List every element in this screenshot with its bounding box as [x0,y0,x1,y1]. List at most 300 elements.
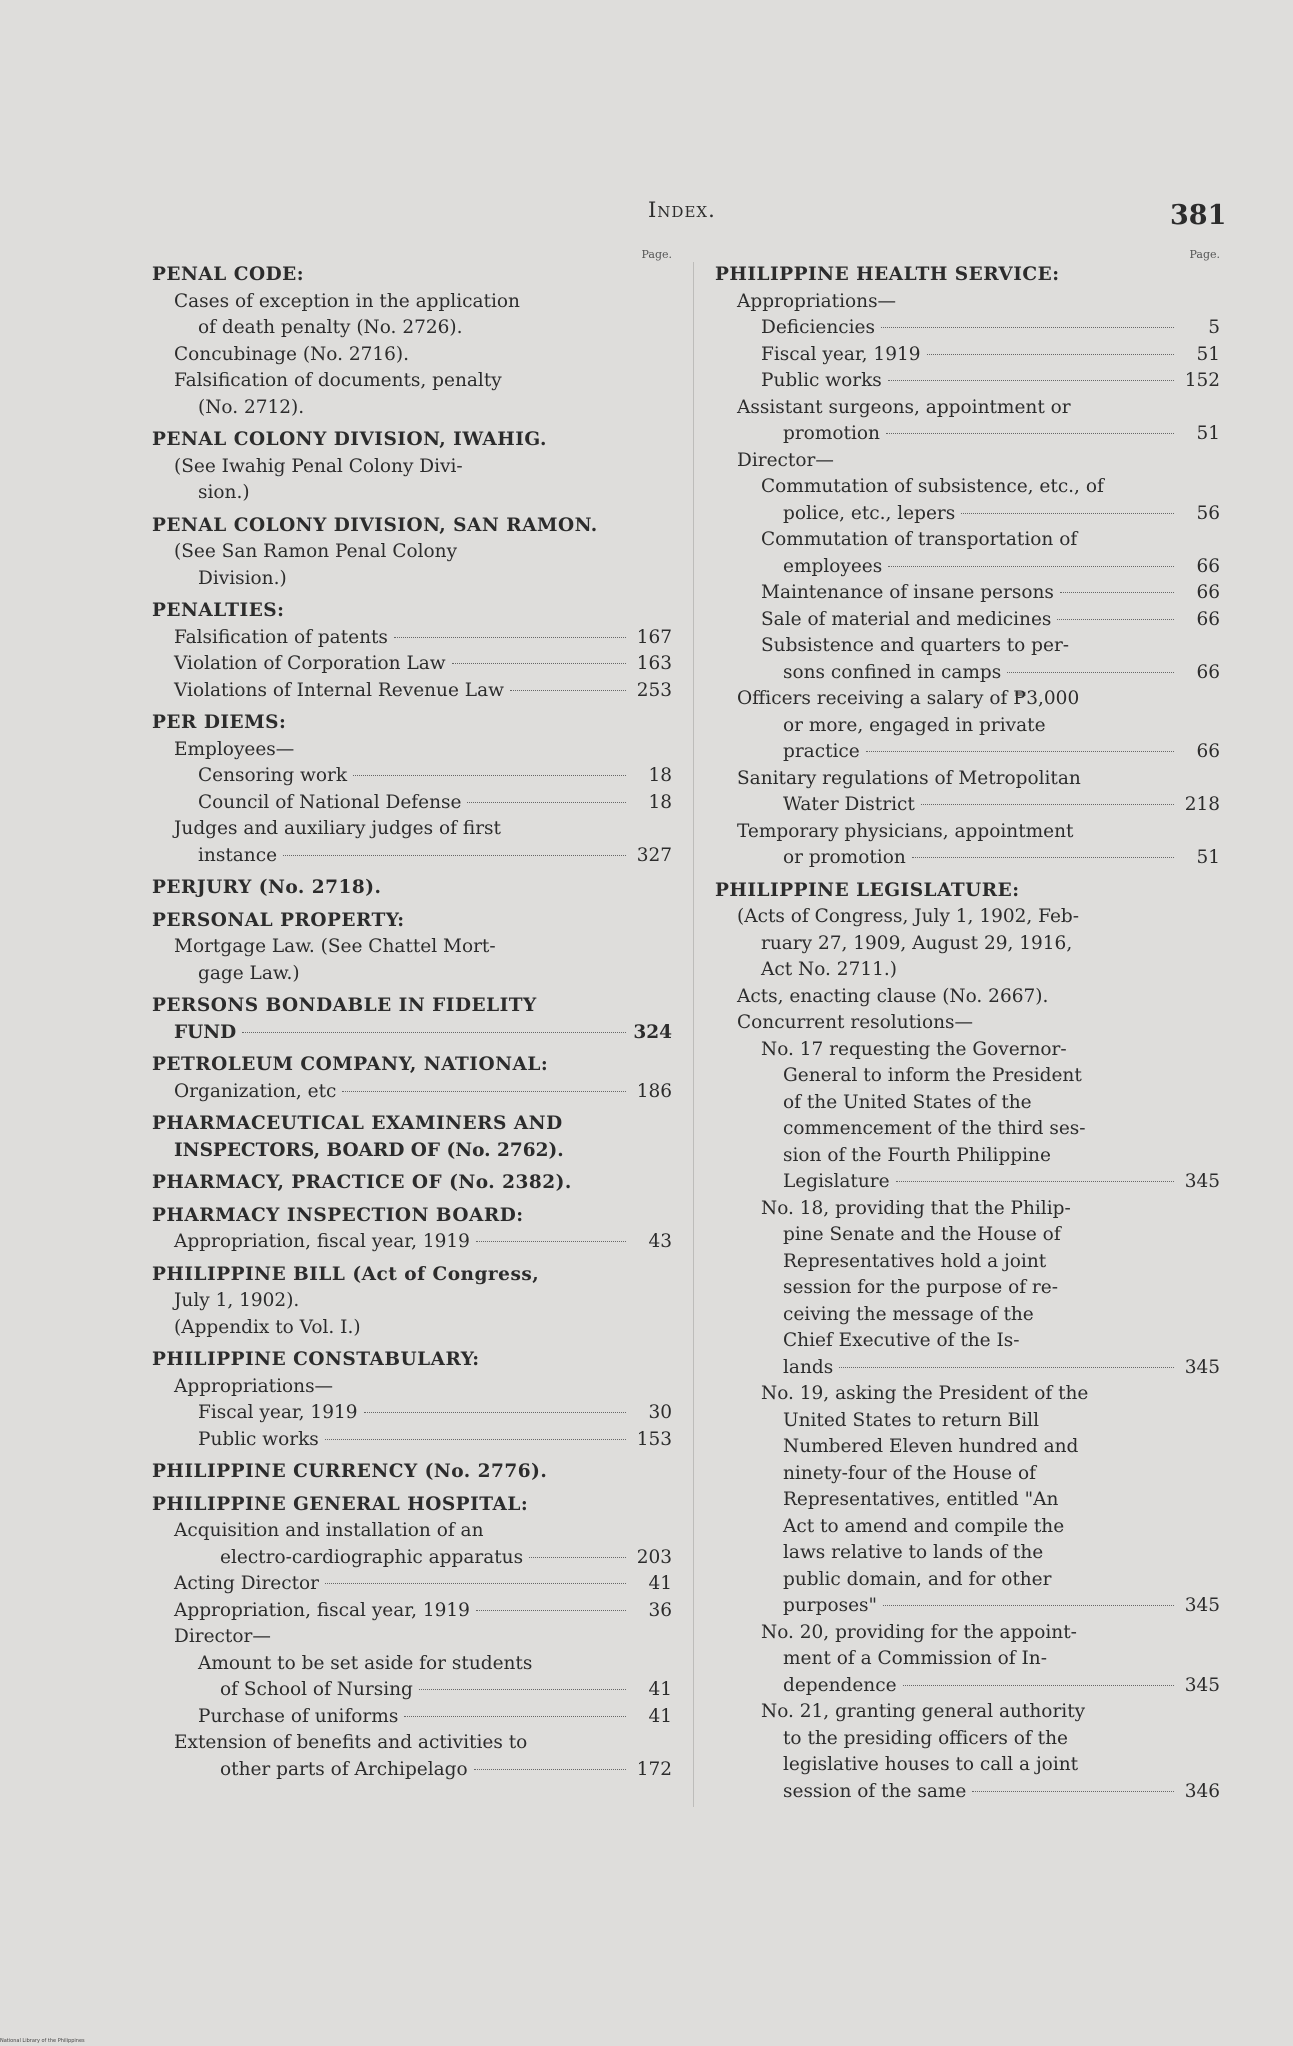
entry-text: PENAL CODE: [152,264,305,285]
entry-page-ref: 43 [648,1231,672,1252]
entry-text: Extension of benefits and activities to [174,1732,528,1753]
entry-text: ninety-four of the House of [783,1462,1036,1484]
entry-page-ref: 163 [636,653,672,674]
index-entry [715,904,1220,931]
entry-text: INSPECTORS, BOARD OF (No. 2762). [174,1139,564,1161]
index-entry [152,1518,672,1545]
index-heading [152,1262,672,1289]
dot-leader [888,566,1174,567]
index-entry [715,984,1220,1011]
index-entry [152,763,672,790]
entry-text: of School of Nursing [220,1679,413,1700]
entry-text: No. 20, providing for the appoint- [761,1621,1077,1643]
index-entry [715,686,1220,713]
entry-text: pine Senate and the House of [783,1224,1061,1245]
index-entry [715,1752,1220,1779]
dot-leader [881,327,1174,328]
dot-leader [972,1791,1174,1792]
index-heading [152,710,672,737]
index-column-right [715,248,1220,1805]
entry-text: Public works [198,1428,319,1450]
index-heading [152,993,672,1020]
index-entry [715,713,1220,740]
entry-page-ref: 218 [1184,794,1220,815]
index-entry [715,315,1220,342]
entry-text: Assistant surgeons, appointment or [737,396,1071,418]
entry-text: PENAL COLONY DIVISION, IWAHIG. [152,429,547,450]
index-entry [715,1593,1220,1620]
index-entry [715,1381,1220,1408]
index-heading [152,1492,672,1519]
entry-text: Director— [174,1626,271,1647]
scan-credit: National Library of the Philippines [0,2038,85,2044]
dot-leader [474,1769,626,1770]
index-entry [152,934,672,961]
entry-text: No. 21, granting general authority [761,1701,1086,1722]
dot-leader [404,1716,626,1717]
entry-text: PETROLEUM COMPANY, NATIONAL: [152,1054,549,1075]
entry-text: United States to return Bill [783,1409,1040,1431]
index-entry [715,1620,1220,1647]
index-heading [152,1052,672,1079]
index-entry [715,792,1220,819]
entry-text: Legislature [783,1171,890,1192]
dot-leader [927,354,1174,355]
entry-text: lands [783,1356,834,1378]
entry-text: of the United States of the [783,1091,1032,1113]
index-entry [715,289,1220,316]
entry-text: PHARMACY, PRACTICE OF (No. 2382). [152,1172,572,1193]
index-entry [715,421,1220,448]
entry-page-ref: 324 [633,1021,672,1043]
entry-page-ref: 30 [648,1402,672,1423]
entry-page-ref: 51 [1196,343,1220,365]
entry-text: Mortgage Law. (See Chattel Mort- [174,936,496,957]
entry-text: Falsification of documents, penalty [174,370,502,391]
entry-text: (Acts of Congress, July 1, 1902, Feb- [737,906,1080,927]
entry-text: Acts, enacting clause (No. 2667). [737,985,1049,1007]
entry-text: legislative houses to call a joint [783,1754,1079,1775]
index-entry [715,474,1220,501]
entry-page-ref: 203 [636,1546,672,1568]
entry-page-ref: 172 [636,1758,672,1780]
entry-text: No. 17 requesting the Governor- [761,1038,1067,1060]
entry-text: Employees— [174,738,295,760]
index-entry [152,454,672,481]
index-entry [715,1302,1220,1329]
entry-text: Acting Director [174,1573,320,1594]
entry-text: General to inform the President [783,1065,1082,1086]
entry-text: ceiving the message of the [783,1303,1034,1325]
entry-page-ref: 41 [648,1705,672,1727]
dot-leader [1057,619,1174,620]
dot-leader [353,775,626,776]
entry-text: Numbered Eleven hundred and [783,1436,1079,1457]
index-entry [715,1514,1220,1541]
index-column-left [152,248,672,1783]
entry-text: Sale of material and medicines [761,608,1052,630]
entry-text: instance [198,844,278,866]
index-entry [715,633,1220,660]
index-entry [715,1779,1220,1806]
entry-page-ref: 153 [636,1428,672,1450]
index-entry [152,566,672,593]
index-entry [715,739,1220,766]
entry-text: Amount to be set aside for students [198,1652,533,1674]
index-entry [715,1328,1220,1355]
index-entry [152,1374,672,1401]
entry-text: Deficiencies [761,317,875,338]
index-entry [152,1757,672,1784]
dot-leader [242,1032,626,1033]
index-entry [715,368,1220,395]
entry-page-ref: 36 [648,1599,672,1621]
index-entry [152,1138,672,1165]
entry-text: Appropriations— [174,1375,334,1397]
index-entry [152,1020,672,1047]
entry-page-ref: 345 [1184,1595,1220,1616]
index-heading [715,262,1220,289]
index-heading [152,1170,672,1197]
index-entry [152,1651,672,1678]
index-entry [152,1730,672,1757]
entry-text: ruary 27, 1909, August 29, 1916, [761,932,1073,954]
dot-leader [839,1367,1174,1368]
index-entry [152,737,672,764]
index-entry [152,1704,672,1731]
page-number: 381 [1170,200,1227,231]
dot-leader [452,663,626,664]
entry-text: or promotion [783,847,906,868]
index-heading [152,875,672,902]
index-entry [715,957,1220,984]
index-entry [715,1196,1220,1223]
entry-text: ment of a Commission of In- [783,1648,1047,1669]
dot-leader [419,1689,626,1690]
index-heading [715,878,1220,905]
index-entry [152,1315,672,1342]
entry-text: Officers receiving a salary of ₱3,000 [737,688,1080,709]
index-entry [715,501,1220,528]
entry-text: other parts of Archipelago [220,1758,468,1780]
index-heading [152,1347,672,1374]
index-entry [152,368,672,395]
entry-text: sons confined in camps [783,661,1002,683]
running-head: Index. [648,198,716,222]
entry-text: purposes" [783,1595,878,1616]
entry-page-ref: 186 [636,1080,672,1102]
entry-page-ref: 41 [648,1573,672,1594]
entry-text: No. 18, providing that the Philip- [761,1197,1071,1219]
entry-text: Appropriations— [737,290,897,312]
page-column-label: Page. [1189,248,1220,261]
index-entry [152,843,672,870]
index-entry [715,1090,1220,1117]
entry-page-ref: 345 [1184,1356,1220,1378]
entry-text: PHILIPPINE CURRENCY (No. 2776). [152,1461,548,1482]
entry-text: electro-cardiographic apparatus [220,1546,524,1568]
index-heading [152,513,672,540]
index-entry [152,1545,672,1572]
index-heading [152,908,672,935]
entry-text: Water District [783,794,915,815]
index-entry [152,1288,672,1315]
entry-text: commencement of the third ses- [783,1118,1086,1139]
entry-page-ref: 346 [1184,1780,1220,1802]
entry-page-ref: 5 [1208,317,1220,338]
entry-text: of death penalty (No. 2726). [198,317,463,338]
entry-page-ref: 51 [1196,847,1220,868]
entry-text: Concubinage (No. 2716). [174,343,410,365]
entry-text: Violation of Corporation Law [174,653,446,674]
entry-text: session for the purpose of re- [783,1277,1058,1298]
entry-text: FUND [174,1021,237,1043]
index-entry [152,1079,672,1106]
entry-text: sion of the Fourth Philippine [783,1144,1051,1166]
index-entry [715,1116,1220,1143]
entry-text: Concurrent resolutions— [737,1012,974,1033]
entry-text: Fiscal year, 1919 [761,343,921,365]
dot-leader [866,751,1174,752]
index-entry [715,1222,1220,1249]
entry-text: Purchase of uniforms [198,1705,399,1727]
entry-text: Public works [761,370,882,391]
index-entry [715,1699,1220,1726]
entry-page-ref: 66 [1196,741,1220,762]
entry-text: (See San Ramon Penal Colony [174,541,458,562]
index-entry [715,1249,1220,1276]
entry-text: Temporary physicians, appointment [737,820,1074,842]
entry-text: Appropriation, fiscal year, 1919 [174,1599,470,1621]
entry-text: (Appendix to Vol. I.) [174,1316,361,1338]
index-entry [715,845,1220,872]
entry-text: sion.) [198,482,250,503]
index-entry [715,580,1220,607]
index-entry [715,1408,1220,1435]
entry-text: July 1, 1902). [174,1290,300,1311]
index-entry [715,1567,1220,1594]
index-entry [715,527,1220,554]
entry-text: PENAL COLONY DIVISION, SAN RAMON. [152,514,598,536]
dot-leader [476,1241,626,1242]
entry-text: Representatives, entitled "An [783,1489,1059,1510]
entry-text: promotion [783,423,880,444]
entry-text: PHILIPPINE CONSTABULARY: [152,1349,480,1370]
entry-text: PERSONS BONDABLE IN FIDELITY [152,995,537,1016]
entry-text: Chief Executive of the Is- [783,1330,1020,1351]
entry-page-ref: 167 [636,626,672,648]
entry-text: PHARMACEUTICAL EXAMINERS AND [152,1113,563,1134]
entry-text: No. 19, asking the President of the [761,1383,1089,1404]
dot-leader [903,1685,1174,1686]
index-entry [715,1063,1220,1090]
index-entry [152,1229,672,1256]
dot-leader [883,1605,1174,1606]
entry-text: Commutation of transportation of [761,529,1078,550]
entry-page-ref: 345 [1184,1171,1220,1192]
entry-text: Fiscal year, 1919 [198,1402,358,1423]
entry-text: Maintenance of insane persons [761,582,1054,603]
index-entry [715,1673,1220,1700]
entry-text: PHARMACY INSPECTION BOARD: [152,1204,524,1226]
index-entry [715,1434,1220,1461]
index-entry [715,607,1220,634]
entry-text: Appropriation, fiscal year, 1919 [174,1231,470,1252]
entry-page-ref: 327 [636,844,672,866]
index-entry [152,625,672,652]
index-entry [152,289,672,316]
index-heading [152,598,672,625]
entry-text: Falsification of patents [174,626,388,648]
entry-text: PER DIEMS: [152,712,287,733]
index-entry [715,1169,1220,1196]
entry-text: session of the same [783,1780,967,1802]
dot-leader [325,1583,626,1584]
index-heading [152,1459,672,1486]
entry-page-ref: 18 [648,791,672,813]
dot-leader [342,1091,626,1092]
entry-text: Violations of Internal Revenue Law [174,679,504,701]
dot-leader [921,804,1174,805]
index-entry [152,1571,672,1598]
entry-text: Act No. 2711.) [761,959,897,980]
index-entry [715,766,1220,793]
entry-page-ref: 152 [1184,370,1220,391]
index-entry [152,678,672,705]
dot-leader [888,380,1174,381]
entry-text: laws relative to lands of the [783,1542,1044,1563]
index-entry [152,816,672,843]
entry-text: PERSONAL PROPERTY: [152,909,405,931]
entry-page-ref: 66 [1196,555,1220,577]
index-heading [152,262,672,289]
index-entry [715,448,1220,475]
index-entry [152,1400,672,1427]
entry-text: Subsistence and quarters to per- [761,635,1070,656]
entry-text: PHILIPPINE HEALTH SERVICE: [715,264,1060,285]
entry-text: Judges and auxiliary judges of first [174,818,501,839]
index-entry [715,1275,1220,1302]
index-entry [715,931,1220,958]
entry-text: public domain, and for other [783,1568,1052,1590]
entry-text: Council of National Defense [198,791,462,813]
entry-text: Sanitary regulations of Metropolitan [737,767,1081,789]
dot-leader [961,513,1174,514]
index-entry [152,961,672,988]
entry-text: Division.) [198,567,287,589]
dot-leader [394,637,626,638]
dot-leader [912,857,1174,858]
index-entry [715,1540,1220,1567]
entry-text: dependence [783,1674,897,1696]
index-entry [715,1646,1220,1673]
entry-text: police, etc., lepers [783,502,956,524]
index-entry [715,342,1220,369]
index-entry [715,1143,1220,1170]
entry-page-ref: 41 [648,1679,672,1700]
dot-leader [896,1181,1174,1182]
entry-text: to the presiding officers of the [783,1727,1068,1749]
index-entry [152,1624,672,1651]
index-entry [152,342,672,369]
entry-page-ref: 66 [1196,661,1220,683]
entry-text: Act to amend and compile the [783,1515,1065,1537]
entry-text: PHILIPPINE LEGISLATURE: [715,879,1020,901]
index-entry [715,395,1220,422]
entry-text: PHILIPPINE GENERAL HOSPITAL: [152,1493,529,1515]
index-heading [152,427,672,454]
dot-leader [364,1412,626,1413]
index-entry [715,554,1220,581]
entry-text: Organization, etc [174,1080,337,1102]
page-column-label: Page. [641,248,672,261]
index-entry [715,1461,1220,1488]
entry-page-ref: 66 [1196,608,1220,630]
dot-leader [476,1610,626,1611]
index-entry [715,660,1220,687]
dot-leader [283,855,626,856]
entry-page-ref: 253 [636,679,672,701]
entry-text: Censoring work [198,765,348,786]
dot-leader [467,802,626,803]
entry-text: Commutation of subsistence, etc., of [761,476,1104,497]
dot-leader [1060,592,1174,593]
index-entry [152,315,672,342]
entry-text: Cases of exception in the application [174,290,520,312]
index-entry [715,1487,1220,1514]
entry-text: Acquisition and installation of an [174,1520,484,1541]
index-entry [152,1677,672,1704]
entry-page-ref: 66 [1196,582,1220,603]
entry-text: PHILIPPINE BILL (Act of Congress, [152,1263,540,1285]
dot-leader [529,1557,626,1558]
entry-page-ref: 51 [1196,423,1220,444]
dot-leader [886,433,1174,434]
entry-text: Director— [737,449,834,471]
entry-text: (No. 2712). [198,396,305,418]
entry-text: employees [783,555,883,577]
index-entry [715,1726,1220,1753]
index-entry [715,819,1220,846]
index-heading [152,1203,672,1230]
index-heading [152,1111,672,1138]
entry-text: or more, engaged in private [783,714,1046,736]
entry-page-ref: 56 [1196,502,1220,524]
entry-text: practice [783,741,860,762]
entry-text: gage Law.) [198,962,300,984]
index-entry [152,651,672,678]
entry-text: PERJURY (No. 2718). [152,877,382,898]
index-entry [715,1037,1220,1064]
entry-text: PENALTIES: [152,600,285,621]
index-entry [152,539,672,566]
index-entry [715,1010,1220,1037]
dot-leader [510,690,626,691]
index-entry [715,1355,1220,1382]
index-entry [152,395,672,422]
column-divider [693,262,694,1807]
dot-leader [325,1439,626,1440]
entry-text: Representatives hold a joint [783,1250,1047,1272]
entry-page-ref: 18 [648,765,672,786]
dot-leader [1007,672,1174,673]
index-entry [152,1598,672,1625]
index-entry [152,790,672,817]
index-entry [152,1427,672,1454]
entry-text: (See Iwahig Penal Colony Divi- [174,455,463,477]
entry-page-ref: 345 [1184,1674,1220,1696]
index-entry [152,480,672,507]
